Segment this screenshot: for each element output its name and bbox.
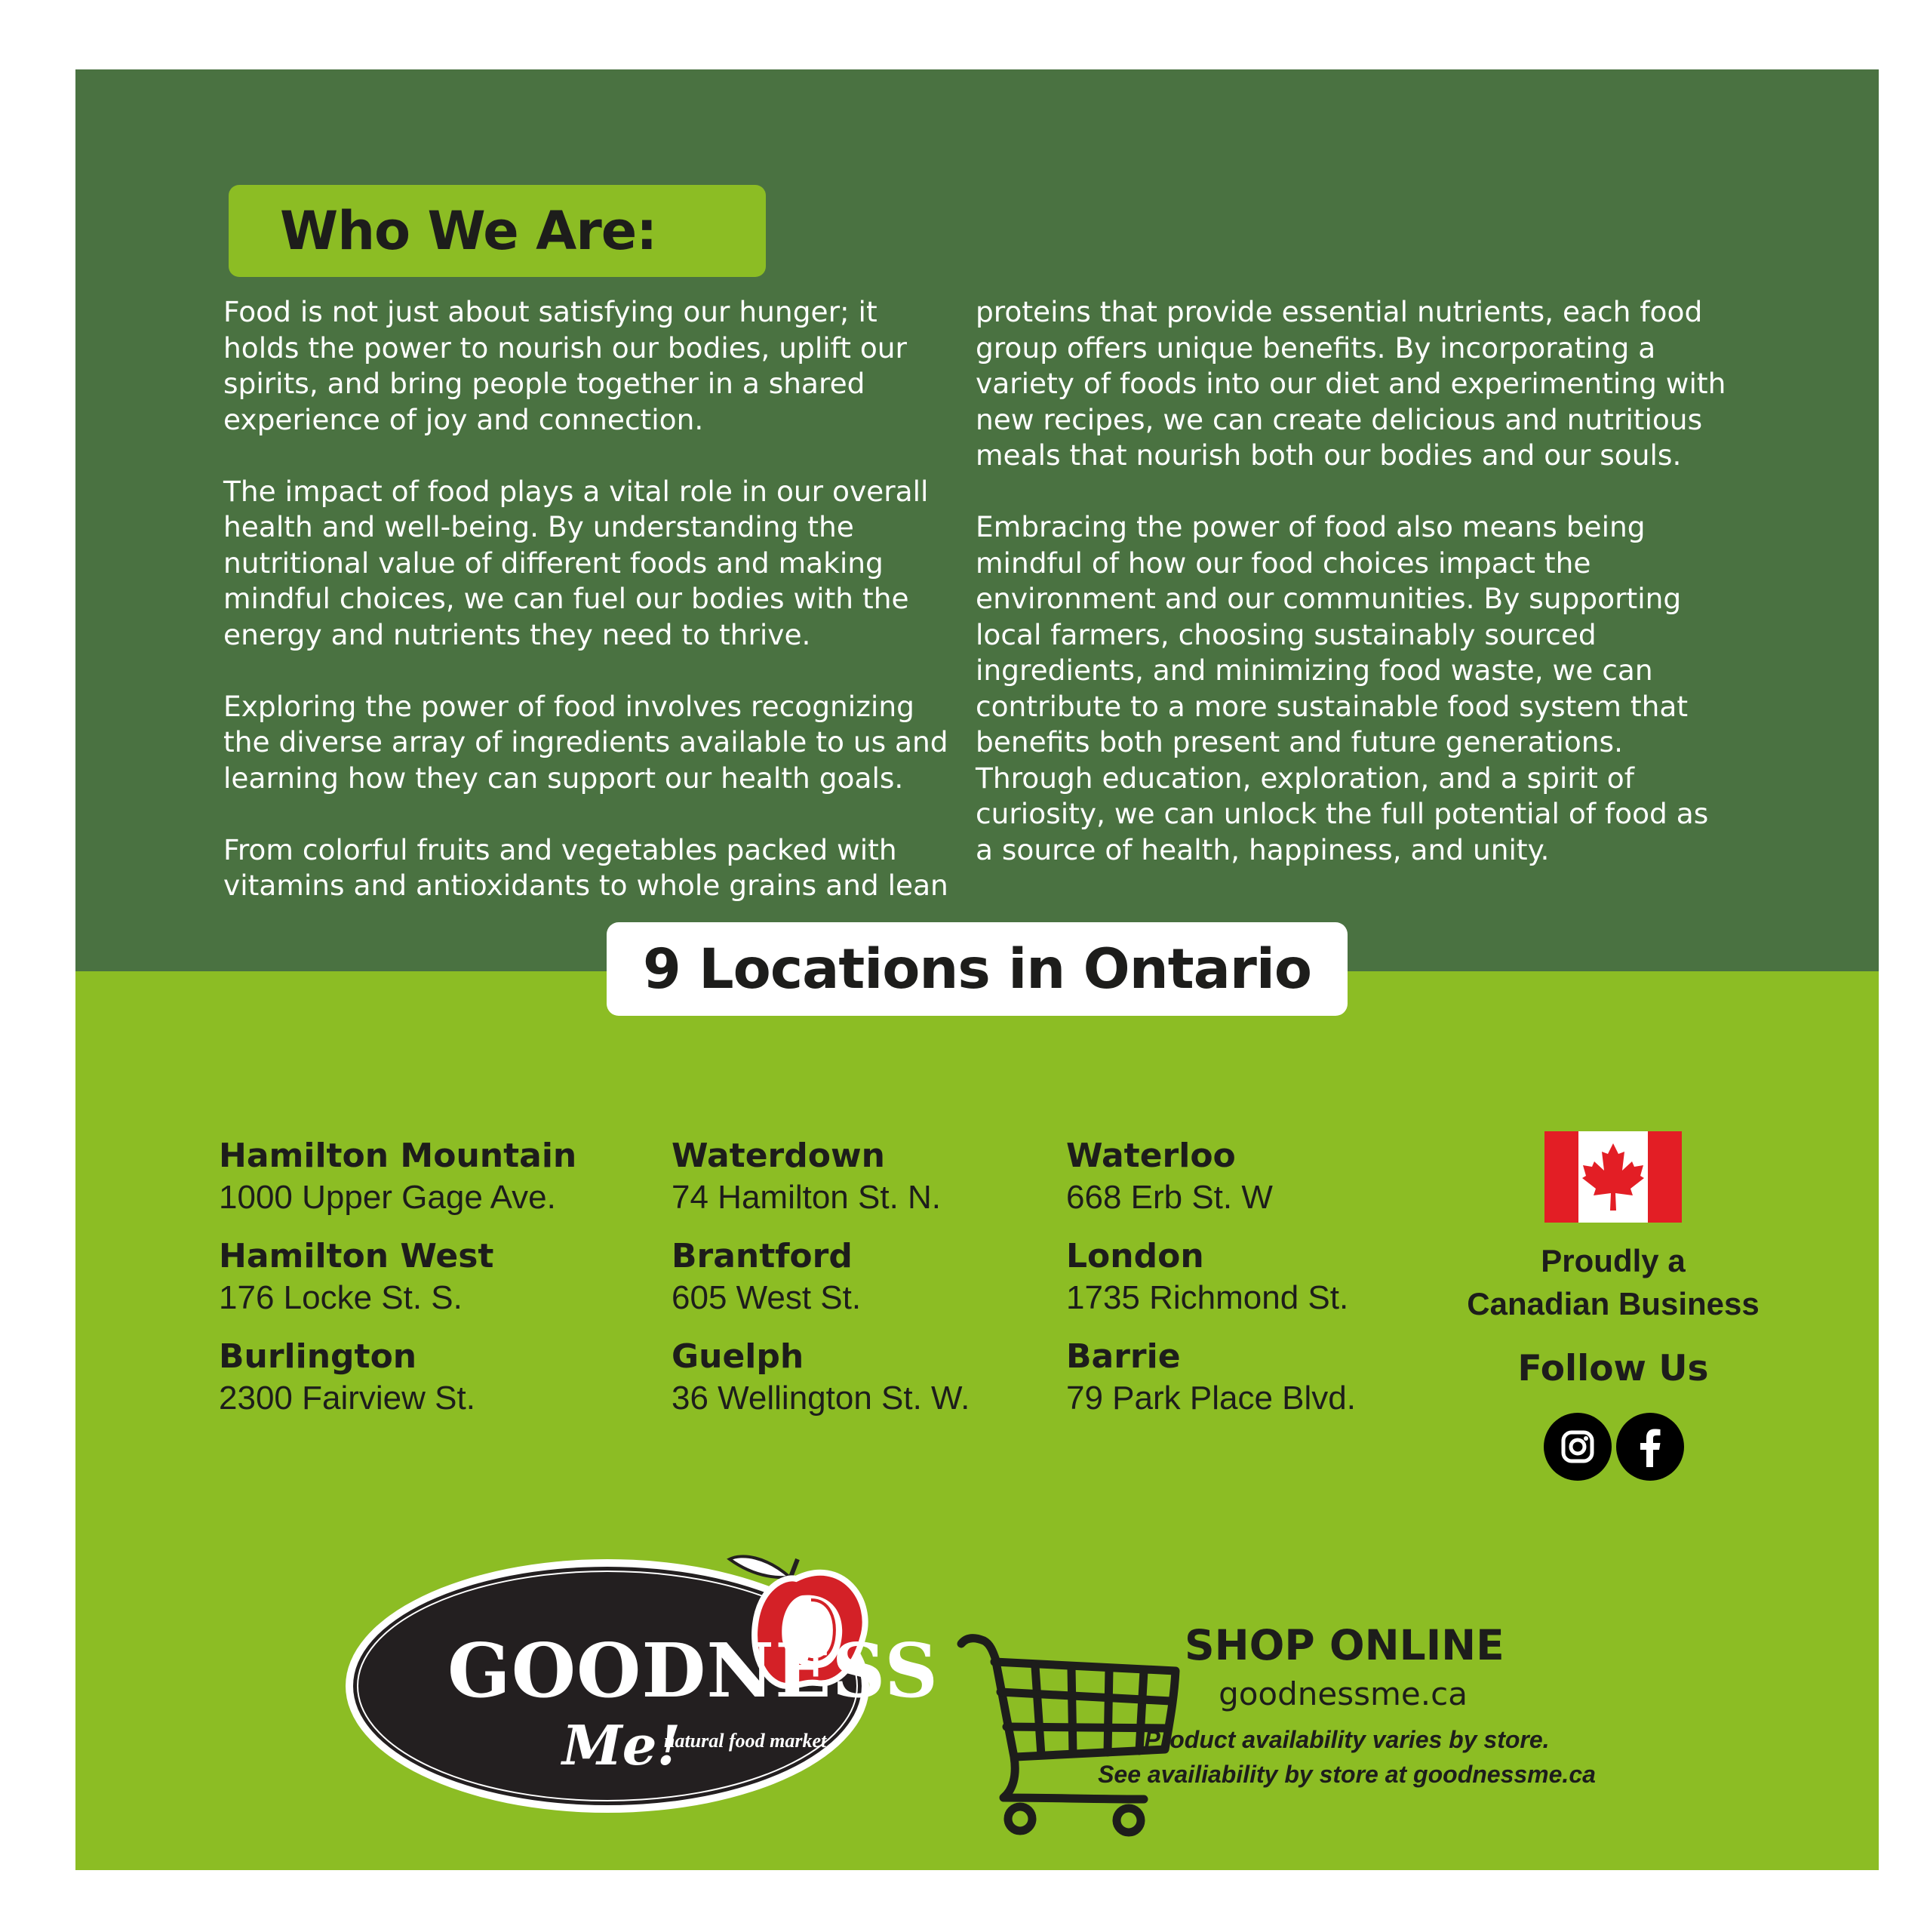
location-item: [1066, 1336, 1356, 1436]
location-address: 1735 Richmond St.: [1066, 1279, 1349, 1316]
who-we-are-title: Who We Are:: [280, 200, 657, 262]
who-we-are-badge: [229, 185, 766, 277]
location-address: 79 Park Place Blvd.: [1066, 1380, 1356, 1417]
location-name: Waterdown: [672, 1137, 885, 1175]
follow-us-label: Follow Us: [1517, 1348, 1709, 1389]
facebook-icon[interactable]: [1616, 1413, 1684, 1481]
location-address: 1000 Upper Gage Ave.: [219, 1179, 556, 1216]
locations-column-2: [672, 1135, 970, 1436]
who-we-are-right-column: [976, 294, 1730, 868]
location-name: Hamilton Mountain: [219, 1137, 577, 1175]
location-address: 176 Locke St. S.: [219, 1279, 463, 1316]
shop-online-title: SHOP ONLINE: [1185, 1621, 1504, 1669]
who-we-are-section: [75, 69, 1879, 971]
location-item: [219, 1235, 576, 1336]
availability-line-2: See availiability by store at goodnessme.ca: [1098, 1761, 1596, 1788]
proud-line-2: Canadian Business: [1467, 1286, 1760, 1321]
paragraph: proteins that provide essential nutrients, each food group offers unique benefits. By incorporating a variety of foods into our diet and experimenting with new recipes, we can create delicious and nutritious meals that nourish both our bodies and our souls.: [976, 295, 1726, 472]
paragraph: The impact of food plays a vital role in our overall health and well-being. By understanding the nutritional value of different foods and making mindful choices, we can fuel our bodies with the energy and nutrients they need to thrive.: [223, 474, 929, 651]
locations-column-1: [219, 1135, 576, 1436]
goodness-me-logo: [313, 1511, 939, 1828]
logo-brand: GOODNESS: [447, 1628, 939, 1715]
availability-line-1: Product availability varies by store.: [1144, 1726, 1550, 1753]
flyer-page: [75, 69, 1879, 1870]
who-we-are-left-column: [223, 294, 959, 904]
location-name: Barrie: [1066, 1337, 1181, 1376]
locations-title: 9 Locations in Ontario: [642, 937, 1312, 1001]
location-name: Burlington: [219, 1337, 417, 1376]
paragraph: Embracing the power of food also means being mindful of how our food choices impact the environment and our communities. By supporting local farmers, choosing sustainably sourced ingredients, and minimizing food waste, we can contribute to a more sustainable food system that benefits both present and future generations. Through education, exploration, and a spirit of curiosity, we can unlock the full potential of food as a source of health, happiness, and unity.: [976, 510, 1709, 866]
location-address: 668 Erb St. W: [1066, 1179, 1273, 1216]
location-name: Hamilton West: [219, 1237, 494, 1275]
shop-url-link[interactable]: goodnessme.ca: [1219, 1675, 1468, 1712]
location-item: [672, 1235, 970, 1336]
location-address: 605 West St.: [672, 1279, 862, 1316]
instagram-icon[interactable]: [1544, 1413, 1612, 1481]
canada-flag-icon: [1544, 1131, 1682, 1223]
location-address: 2300 Fairview St.: [219, 1380, 475, 1417]
location-name: London: [1066, 1237, 1204, 1275]
logo-tagline: natural food market: [664, 1730, 827, 1752]
location-item: [672, 1336, 970, 1436]
paragraph: Exploring the power of food involves recognizing the diverse array of ingredients available to us and learning how they can support our health goals.: [223, 689, 948, 795]
location-name: Waterloo: [1066, 1137, 1236, 1175]
paragraph: From colorful fruits and vegetables packed with vitamins and antioxidants to whole grains and lean: [223, 832, 948, 902]
location-item: [1066, 1135, 1356, 1235]
proudly-canadian-text: [1449, 1239, 1778, 1325]
location-address: 74 Hamilton St. N.: [672, 1179, 942, 1216]
paragraph: Food is not just about satisfying our hunger; it holds the power to nourish our bodies, uplift our spirits, and bring people together in a shared experience of joy and connection.: [223, 295, 907, 436]
location-address: 36 Wellington St. W.: [672, 1380, 970, 1417]
proud-line-1: Proudly a: [1541, 1243, 1686, 1278]
location-name: Guelph: [672, 1337, 804, 1376]
location-item: [672, 1135, 970, 1235]
location-item: [219, 1336, 576, 1436]
locations-badge: [607, 922, 1348, 1016]
location-item: [219, 1135, 576, 1235]
location-item: [1066, 1235, 1356, 1336]
availability-note: [1064, 1722, 1630, 1792]
location-name: Brantford: [672, 1237, 853, 1275]
locations-column-3: [1066, 1135, 1356, 1436]
logo-me: Me!: [562, 1713, 681, 1777]
